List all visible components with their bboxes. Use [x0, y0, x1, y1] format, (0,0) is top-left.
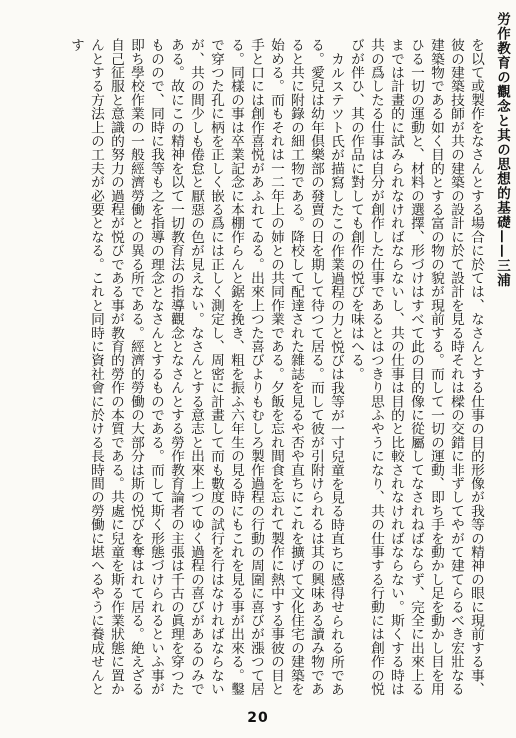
- paragraph-2: カルステツト氏が描寫したこの作業過程の力と悦びは我等が一寸兒童を見る時直ちに感得せられる所である。愛兒は幼年倶樂部の發賣の日を期して待つて居る。而して彼が引附けられるは其の興味ある讀み物であると共に附錄の細工物である。降校して配達された雜誌を見るや否や直ちにこれを擴げて文化住宅の建築を始める。而もそれは一二年上の姉との共同作業である。夕飯を忘れ間食を忘れて製作に熱中する事彼の目と手と口には創作喜悦があふれてゐる。出來上つた喜びよりもむしろ製作過程の行動の周圍に喜びが漲つて居る。同樣の事は卒業記念に本棚作らんと鋸を挽き、粗を振ふ六年生の見る時にもこれを見る事が出來る。鑿で穿つた孔に柄を正しく嵌る爲には正しく測定し、周密に計畫して而も數度の試行を行はなければならないが、共の間少しも倦怠と厭惡の色が見えない。なさんとする意志と出來上つてゆく過程の喜びがあるのみである。故にこの精神を以て一切教育法の指導觀念となさんとする勞作教育論者の主張は千古の眞理を穿つたものので、同時に我等も之を指導の理念となさんとするものである。而して斯く形態づけられるといふ事が即ち學校作業の一般經濟勞働との異る所である。經濟的勞働の大部分は斯の悦びを奪はれて居る。絶えざる自己征服と意識的努力の過程が悦びである事が教育的勞作の本質である。共處に兒童を斯る作業狀態に置かんとする方法上の工夫が必要となる。これと同時に資社會に於ける長時間の勞働に堪へるやうに養成せんとす: [68, 38, 344, 696]
- paragraph-1: を以て或製作をなさんとする場合に於ては、なさんとする仕事の目的形像が我等の精神の眼に現前する事、彼の建築技師が共の建築の設計に於て設計を見る時それは樑の交錯に非ずしてやがて建てらるべき宏壯なる建築物である如く目的とする富の物の貌が現前する。而して一切の運動、即ち手を動かし足を動かし目を用ひる一切の運動と、材料の選擇、形づけはすべて此の目的像に從屬してなされねばならず、完全に出來上るまでは計畫的に試みられなければならないし、共の仕事は目的と比較されなければならない。斯くする時は共の爲したる仕事は自分が創作した仕事であるとはつきり思ふやうになり、共の仕事する行動には創作の悦びが伴ひ、其の作品に對しても創作の悦びを味はへる。: [348, 38, 484, 696]
- running-header: 労作教育の觀念と其の思想的基礎——三浦: [494, 12, 510, 288]
- body-text: [16, 38, 486, 696]
- page-number: 20: [247, 710, 269, 726]
